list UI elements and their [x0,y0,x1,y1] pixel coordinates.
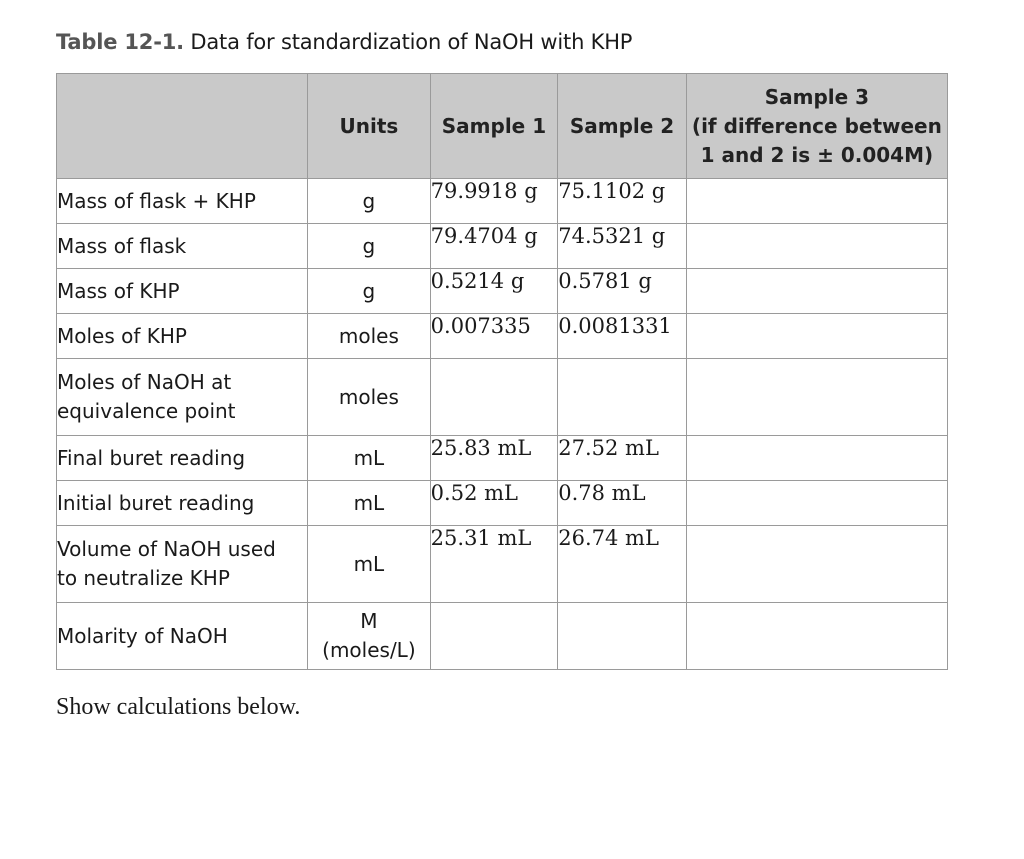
sample-3-value[interactable] [686,603,947,670]
table-header-row [57,74,948,179]
row-units: mL [308,526,431,603]
sample-1-value[interactable]: 79.9918 g [430,179,558,224]
sample-2-value[interactable]: 0.78 mL [558,481,687,526]
header-label-column [57,74,308,179]
sample-2-value[interactable] [558,359,687,436]
sample-1-value[interactable] [430,603,558,670]
row-label-line-2: equivalence point [57,399,236,423]
table-row [57,526,948,603]
sample-3-value[interactable] [686,481,947,526]
row-label-line-1: Volume of NaOH used [57,537,276,561]
sample-2-value[interactable]: 27.52 mL [558,436,687,481]
table-row [57,481,948,526]
header-sample-2: Sample 2 [558,74,687,179]
table-caption-text: Data for standardization of NaOH with KHP [190,30,633,54]
sample-1-value[interactable]: 0.52 mL [430,481,558,526]
row-label-line-1: Moles of NaOH at [57,370,232,394]
row-units: moles [308,359,431,436]
row-label: Mass of KHP [57,269,308,314]
row-units: g [308,179,431,224]
header-sample-3-condition-2: 1 and 2 is ± 0.004M) [700,142,934,167]
sample-3-value[interactable] [686,269,947,314]
sample-2-value[interactable]: 26.74 mL [558,526,687,603]
row-label: Mass of flask [57,224,308,269]
sample-2-value[interactable]: 0.0081331 [558,314,687,359]
row-units: g [308,224,431,269]
row-units: mL [308,481,431,526]
sample-2-value[interactable]: 0.5781 g [558,269,687,314]
show-calculations-note: Show calculations below. [56,694,301,720]
table-row [57,314,948,359]
sample-3-value[interactable] [686,359,947,436]
sample-1-value[interactable]: 79.4704 g [430,224,558,269]
sample-3-value[interactable] [686,224,947,269]
table-caption [56,30,632,54]
sample-3-value[interactable] [686,179,947,224]
row-label [57,359,308,436]
row-units: g [308,269,431,314]
header-units: Units [308,74,431,179]
row-units: moles [308,314,431,359]
row-units-line-2: (moles/L) [322,638,416,662]
sample-1-value[interactable]: 0.007335 [430,314,558,359]
sample-1-value[interactable]: 25.83 mL [430,436,558,481]
naoh-standardization-table [56,73,948,670]
row-label-line-2: to neutralize KHP [57,566,230,590]
row-label: Initial buret reading [57,481,308,526]
table-row [57,359,948,436]
table-caption-number: Table 12-1. [56,30,184,54]
sample-2-value[interactable]: 75.1102 g [558,179,687,224]
sample-3-value[interactable] [686,436,947,481]
row-label: Molarity of NaOH [57,603,308,670]
sample-3-value[interactable] [686,314,947,359]
row-label [57,526,308,603]
row-units-line-1: M [360,609,378,633]
row-label: Final buret reading [57,436,308,481]
sample-1-value[interactable]: 25.31 mL [430,526,558,603]
row-units [308,603,431,670]
sample-1-value[interactable] [430,359,558,436]
table-row [57,269,948,314]
table-row [57,603,948,670]
sample-3-value[interactable] [686,526,947,603]
table-row [57,179,948,224]
row-label: Moles of KHP [57,314,308,359]
header-sample-1: Sample 1 [430,74,558,179]
sample-2-value[interactable] [558,603,687,670]
header-sample-3 [686,74,947,179]
sample-2-value[interactable]: 74.5321 g [558,224,687,269]
header-sample-3-condition-1: (if difference between [691,113,942,138]
sample-1-value[interactable]: 0.5214 g [430,269,558,314]
header-sample-3-title: Sample 3 [764,84,870,109]
row-label: Mass of flask + KHP [57,179,308,224]
row-units: mL [308,436,431,481]
table-row [57,436,948,481]
table-row [57,224,948,269]
